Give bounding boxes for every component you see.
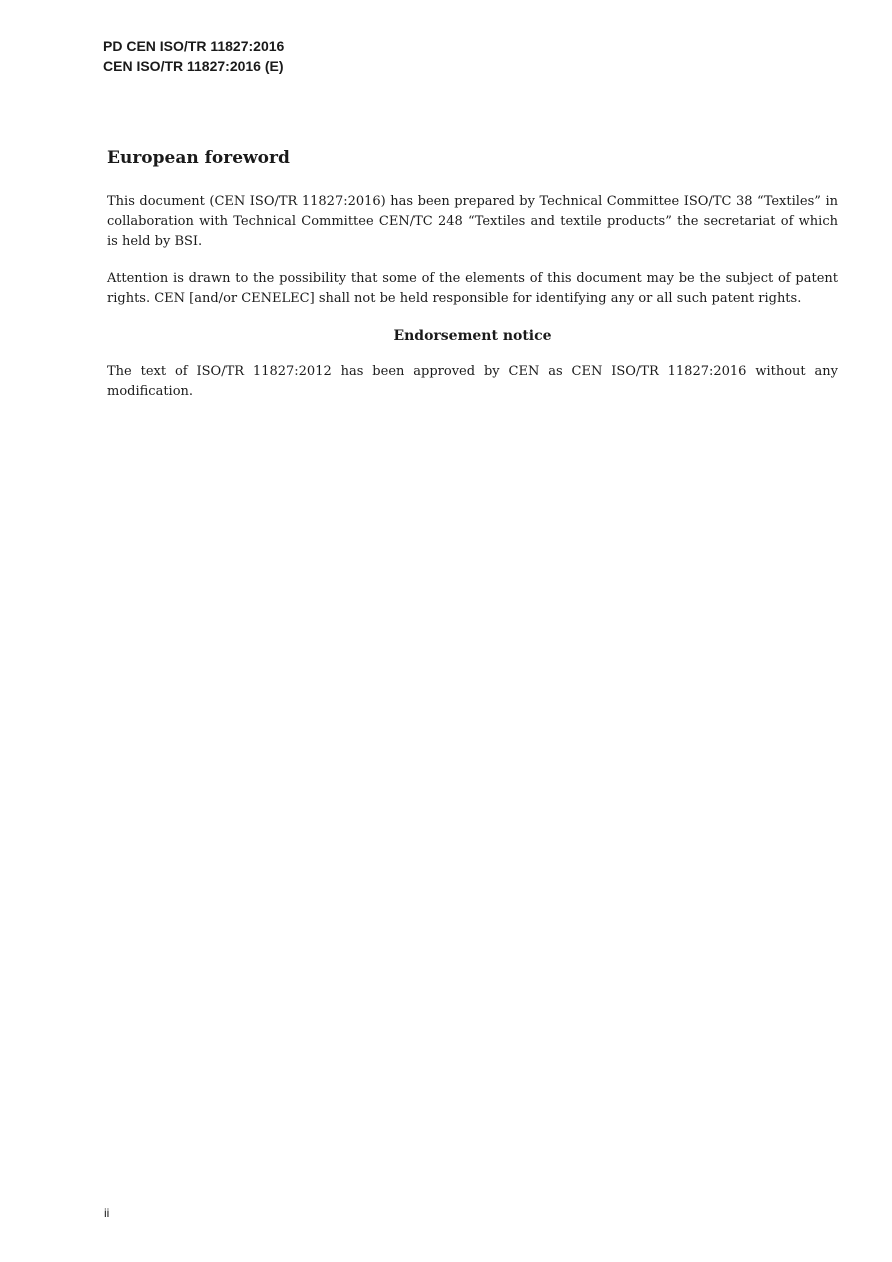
page-number: ii bbox=[104, 1206, 110, 1220]
header-line-1: PD CEN ISO/TR 11827:2016 bbox=[103, 38, 285, 54]
foreword-paragraph-2: Attention is drawn to the possibility that some of the elements of this document may be the subject of patent rights. CEN [and/or CENELEC] shall not be held responsible for identifying any or all such patent rights. bbox=[107, 271, 838, 306]
endorsement-paragraph: The text of ISO/TR 11827:2012 has been approved by CEN as CEN ISO/TR 11827:2016 without any modification. bbox=[107, 364, 838, 399]
foreword-paragraph-1: This document (CEN ISO/TR 11827:2016) has been prepared by Technical Committee ISO/TC 38 “Textiles” in collaboration with Technical Committee CEN/TC 248 “Textiles and textile products” the secretariat of which is held by BSI. bbox=[107, 194, 838, 249]
header-line-2: CEN ISO/TR 11827:2016 (E) bbox=[103, 58, 284, 74]
document-header bbox=[103, 36, 284, 76]
endorsement-title: Endorsement notice bbox=[393, 328, 552, 344]
foreword-title: European foreword bbox=[107, 148, 290, 168]
page-content bbox=[107, 146, 838, 419]
